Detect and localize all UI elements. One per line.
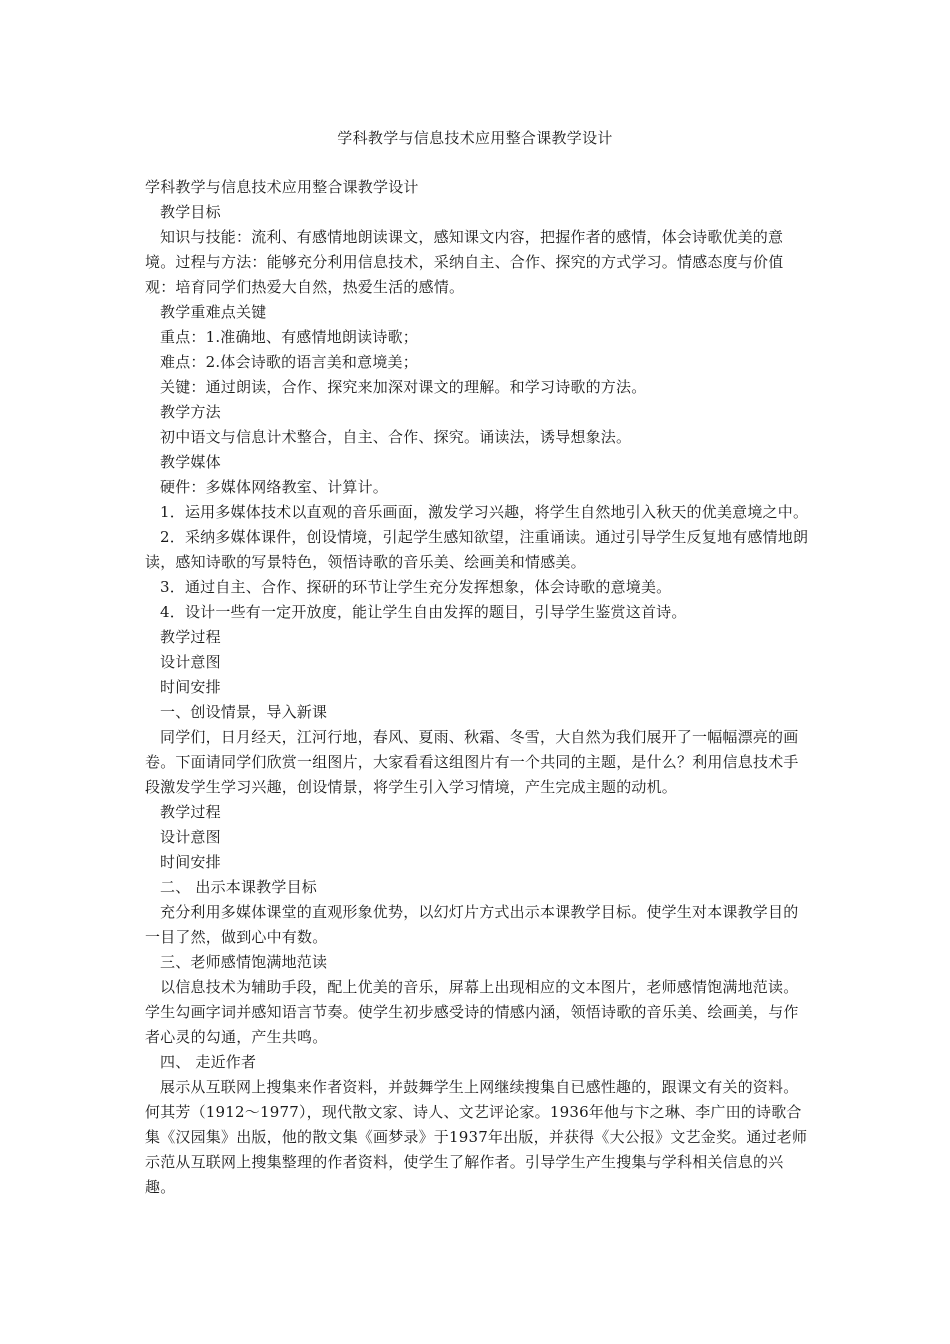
section-heading: 四、 走近作者: [160, 1053, 257, 1071]
section-heading: 三、老师感情饱满地范读: [160, 953, 328, 971]
section-heading: 教学过程: [160, 803, 221, 821]
document-body: [145, 175, 810, 1200]
list-item: 2．采纳多媒体课件，创设情境，引起学生感知欲望，注重诵读。通过引导学生反复地有感情地朗读，感知诗歌的写景特色，领悟诗歌的音乐美、绘画美和情感美。: [145, 528, 809, 571]
list-item: 1．运用多媒体技术以直观的音乐画面，激发学习兴趣，将学生自然地引入秋天的优美意境之中。: [160, 503, 809, 521]
body-heading: 学科教学与信息技术应用整合课教学设计: [145, 178, 419, 196]
paragraph: 充分利用多媒体课堂的直观形象优势，以幻灯片方式出示本课教学目标。使学生对本课教学目的一目了然，做到心中有数。: [145, 903, 799, 946]
paragraph: 初中语文与信息计术整合，自主、合作、探究。诵读法，诱导想象法。: [160, 428, 632, 446]
section-heading: 教学目标: [160, 203, 221, 221]
section-heading: 时间安排: [160, 678, 221, 696]
paragraph: 知识与技能：流利、有感情地朗读课文，感知课文内容，把握作者的感情，体会诗歌优美的意境。过程与方法：能够充分利用信息技术，采纳自主、合作、探究的方式学习。情感态度与价值观：培育同学们热爱大自然，热爱生活的感情。: [145, 228, 784, 296]
list-item: 3．通过自主、合作、探研的环节让学生充分发挥想象，体会诗歌的意境美。: [160, 578, 672, 596]
section-heading: 设计意图: [160, 653, 221, 671]
paragraph: 难点：2.体会诗歌的语言美和意境美；: [160, 353, 418, 371]
section-heading: 二、 出示本课教学目标: [160, 878, 317, 896]
section-heading: 教学过程: [160, 628, 221, 646]
section-heading: 教学媒体: [160, 453, 221, 471]
page-title: 学科教学与信息技术应用整合课教学设计: [337, 129, 613, 147]
section-heading: 设计意图: [160, 828, 221, 846]
section-heading: 时间安排: [160, 853, 221, 871]
paragraph: 关键：通过朗读，合作、探究来加深对课文的理解。和学习诗歌的方法。: [160, 378, 647, 396]
section-heading: 教学方法: [160, 403, 221, 421]
section-heading: 一、创设情景，导入新课: [160, 703, 328, 721]
paragraph: 展示从互联网上搜集来作者资料，并鼓舞学生上网继续搜集自已感性趣的，跟课文有关的资料。何其芳（1912～1977），现代散文家、诗人、文艺评论家。1936年他与卞之琳、李广田的诗歌合集《汉园集》出版，他的散文集《画梦录》于1937年出版，并获得《大公报》文艺金奖。通过老师示范从互联网上搜集整理的作者资料，使学生了解作者。引导学生产生搜集与学科相关信息的兴趣。: [145, 1078, 808, 1196]
list-item: 4．设计一些有一定开放度，能让学生自由发挥的题目，引导学生鉴赏这首诗。: [160, 603, 687, 621]
section-heading: 教学重难点关键: [160, 303, 267, 321]
paragraph: 重点：1.准确地、有感情地朗读诗歌；: [160, 328, 418, 346]
paragraph: 硬件：多媒体网络教室、计算计。: [160, 478, 389, 496]
paragraph: 以信息技术为辅助手段，配上优美的音乐，屏幕上出现相应的文本图片，老师感情饱满地范读。学生勾画字词并感知语言节奏。使学生初步感受诗的情感内涵，领悟诗歌的音乐美、绘画美，与作者心灵的勾通，产生共鸣。: [145, 978, 799, 1046]
paragraph: 同学们，日月经天，江河行地，春风、夏雨、秋霜、冬雪，大自然为我们展开了一幅幅漂亮的画卷。下面请同学们欣赏一组图片，大家看看这组图片有一个共同的主题，是什么？利用信息技术手段激发学生学习兴趣，创设情景，将学生引入学习情境，产生完成主题的动机。: [145, 728, 799, 796]
